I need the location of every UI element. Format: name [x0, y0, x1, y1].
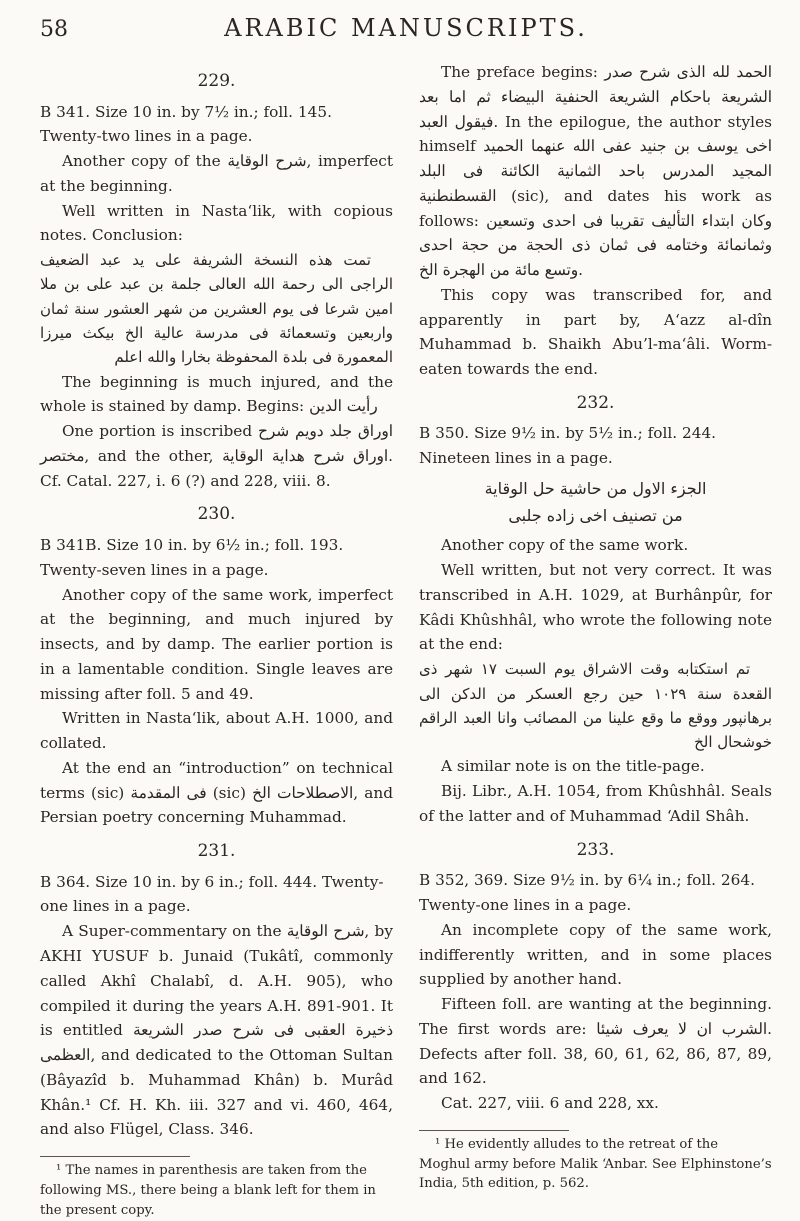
entry-number-230: 230. — [197, 504, 236, 525]
two-columns — [40, 60, 772, 1221]
entry-232-shelfmark: B 350. Size 9½ in. by 5½ in.; foll. 244. Nineteen lines in a page. — [419, 424, 717, 468]
entry-number-229: 229. — [197, 71, 236, 91]
entry-233-description: An incomplete copy of the same work, indifferently written, and in some places supplied by another hand. — [419, 920, 772, 989]
entry-number-233: 233. — [576, 839, 615, 860]
entry-231-preface: The preface begins: الحمد لله الذى شرح صدر الشريعة باحكام الشريعة الحنفية البيضاء ثم اما بعد فيقول العبد. In the epilogue, the author styles himself اخى يوسف بن جنيد عفى الله عنهما الحميد المجيد المدرس باحد الثمانية الكائنة فى البلد القسطنطنية (sic), and dates his work as follows: وكان ابتداء التأليف تقريبا فى احدى وتسعين وثمانمائة وختامه فى ثمان ذى الحجة من حجة احدى وتسع مائة من الهجرة الخ. — [419, 63, 773, 280]
entry-232-title-line-2: من تصنيف اخى زاده جلبى — [508, 506, 683, 526]
entry-229-script-note: Well written in Nasta‘lik, with copious notes. Conclusion: — [40, 201, 393, 245]
page-number: 58 — [40, 17, 68, 42]
entry-number-231: 231. — [197, 841, 236, 862]
entry-232-title-arabic — [419, 475, 772, 529]
footnote-rule — [40, 1156, 190, 1157]
entry-232-transcription: Well written, but not very correct. It was transcribed in A.H. 1029, at Burhânpûr, for Kâdi Khûshhâl, who wrote the following note at the end: — [419, 561, 772, 654]
entry-233-defects: Fifteen foll. are wanting at the beginning. The first words are: الشرب ان لا يعرف شيئا. Defects after foll. 38, 60, 61, 62, 86, 87, 89, and 162. — [419, 995, 773, 1088]
page-header — [40, 14, 772, 60]
entry-230-description: Another copy of the same work, imperfect at the beginning, and much injured by insects, and by damp. The earlier portion is in a lamentable condition. Single leaves are missing after foll. 5 and 49. — [40, 585, 393, 703]
entry-229-shelfmark: B 341. Size 10 in. by 7½ in.; foll. 145. Twenty-two lines in a page. — [40, 102, 332, 146]
entry-231-transcription-note: This copy was transcribed for, and apparently in part by, A‘azz al-dîn Muhammad b. Shaikh Abu’l-ma‘âli. Worm-eaten towards the end. — [419, 285, 772, 379]
right-footnote: ¹ He evidently alludes to the retreat of the Moghul army before Malik ‘Anbar. See Elphinstone’s India, 5th edition, p. 562. — [419, 1136, 772, 1192]
entry-230-shelfmark: B 341B. Size 10 in. by 6½ in.; foll. 193. Twenty-seven lines in a page. — [40, 535, 344, 579]
entry-233-shelfmark: B 352, 369. Size 9½ in. by 6¼ in.; foll. 264. Twenty-one lines in a page. — [419, 871, 755, 914]
right-column — [419, 60, 772, 1221]
left-footnote: ¹ The names in parenthesis are taken from the following MS., there being a blank left for them in the present copy. — [40, 1163, 376, 1218]
footnote-rule-right — [419, 1130, 569, 1131]
entry-232-title-page-note: A similar note is on the title-page. — [441, 757, 705, 776]
entry-230-appendix: At the end an “introduction” on technical terms (sic) فى المقدمة (sic) الاصطلاحات الخ, and Persian poetry concerning Muhammad. — [40, 758, 393, 827]
entry-230-script-note: Written in Nasta‘lik, about A.H. 1000, and collated. — [40, 709, 393, 753]
entry-229-portions: One portion is inscribed اوراق جلد دويم شرح مختصر, and the other, اوراق شرح هداية الوقاية. Cf. Catal. 227, i. 6 (?) and 228, viii. 8. — [40, 422, 393, 490]
entry-233-catalogue-ref: Cat. 227, viii. 6 and 228, xx. — [441, 1094, 659, 1113]
entry-232-provenance: Bij. Libr., A.H. 1054, from Khûshhâl. Seals of the latter and of Muhammad ‘Adil Shâh. — [419, 782, 772, 825]
entry-229-description: Another copy of the شرح الوقاية, imperfect at the beginning. — [40, 152, 393, 195]
entry-232-note-arabic: تم استكتابه وقت الاشراق يوم السبت ١٧ شهر ذى القعدة سنة ١٠٢٩ حين رجع العسكر من الدكن الى برهانپور ووقع ما وقع علينا من المصائب وانا العبد الراقم خوشحال الخ — [419, 660, 772, 752]
entry-231-description: A Super-commentary on the شرح الوقاية, by AKHI YUSUF b. Junaid (Tukâtî, commonly called Akhî Chalabî, d. A.H. 905), who compiled it during the years A.H. 891-901. It is entitled ذخيرة العقبى فى شرح صدر الشريعة العظمى, and dedicated to the Ottoman Sultan (Bâyazîd b. Muhammad Khân) b. Murâd Khân.¹ Cf. H. Kh. iii. 327 and vi. 460, 464, and also Flügel, Class. 346. — [40, 922, 394, 1139]
running-head: ARABIC MANUSCRIPTS. — [224, 14, 588, 42]
entry-229-condition: The beginning is much injured, and the whole is stained by damp. Begins: رأيت الدين — [40, 372, 393, 416]
left-column — [40, 60, 393, 1221]
entry-232-title-line-1: الجزء الاول من حاشية حل الوقاية — [484, 479, 707, 499]
entry-229-colophon-arabic: تمت هذه النسخة الشريفة على يد عبد الضعيف الراجى الى رحمة الله العالى جلمة بن عبد على بن ملا امين شرعا فى يوم العشرين من شهر العشور سنة ثمان واربعين وتسعمائة فى مدرسة عالية الخ بيكث ميرزا المعمورة فى بلدة المحفوظة بخارا والله اعلم — [40, 251, 393, 367]
entry-231-shelfmark: B 364. Size 10 in. by 6 in.; foll. 444. Twenty-one lines in a page. — [40, 872, 384, 916]
entry-232-description: Another copy of the same work. — [441, 536, 689, 555]
entry-number-232: 232. — [576, 392, 615, 413]
